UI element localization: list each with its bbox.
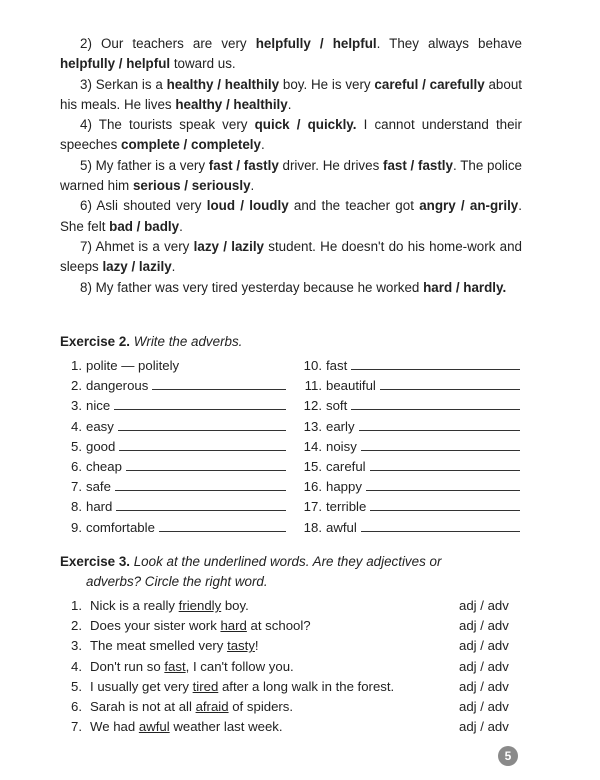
answer-blank-line[interactable] — [126, 457, 286, 471]
item-number: 17. — [303, 499, 322, 515]
item-number: 1. — [71, 358, 82, 373]
answer-choice: angry / an-grily — [419, 198, 519, 214]
item-number: 1. — [71, 598, 82, 613]
item-number: 4. — [71, 658, 82, 674]
answer-blank-line[interactable] — [370, 457, 520, 471]
sentence-text: We had — [90, 719, 139, 735]
exercise-3-item — [60, 636, 522, 656]
item-number: 16. — [303, 479, 322, 495]
sentence-text: . — [287, 96, 292, 112]
sentence-text: driver. He drives — [278, 157, 383, 173]
underlined-word: awful — [138, 719, 170, 735]
exercise-3-item — [60, 677, 522, 697]
item-word: dangerous — [86, 378, 149, 394]
answer-choice: fast / fastly — [383, 157, 453, 173]
item-number: 5. — [71, 678, 82, 694]
adverb-item — [60, 477, 286, 497]
adverb-item — [60, 356, 286, 376]
item-word: beautiful — [326, 378, 376, 394]
exercise-3-item — [60, 616, 522, 636]
underlined-word: tasty — [227, 638, 255, 654]
adverb-item — [300, 437, 520, 457]
adverb-item — [300, 417, 520, 437]
item-word: good — [86, 438, 116, 454]
answer-blank-line[interactable] — [380, 376, 520, 390]
exercise-1-sentence — [60, 75, 522, 116]
exercise-1-sentence — [60, 156, 522, 197]
answer-blank-line[interactable] — [366, 477, 520, 491]
item-number: 2. — [71, 378, 82, 394]
sentence-text: 8) My father was very tired yesterday because he worked — [80, 279, 424, 295]
answer-choice: lazy / lazily — [102, 259, 172, 275]
answer-choice: helpfully / helpful — [255, 36, 377, 51]
sentence-text: ! — [254, 638, 259, 654]
adverb-item — [300, 477, 520, 497]
item-number: 12. — [303, 398, 322, 414]
item-word: hard — [86, 499, 113, 515]
item-number: 4. — [71, 418, 82, 434]
sentence-text: . She felt — [60, 198, 522, 234]
item-number: 3. — [71, 638, 82, 654]
sentence-text: student. He doesn't do his home-work and sleeps — [60, 238, 522, 275]
answer-choice: complete / completely — [121, 137, 261, 153]
exercise-3-title: Exercise 3. — [60, 554, 130, 569]
item-number: 5. — [71, 438, 82, 454]
item-word: fast — [326, 358, 348, 373]
item-number: 10. — [303, 358, 322, 373]
item-word: careful — [326, 458, 366, 474]
adverb-item — [60, 497, 286, 517]
exercise-1-sentence — [60, 237, 522, 278]
answer-choice: bad / badly — [109, 218, 180, 234]
item-number: 8. — [71, 499, 82, 515]
adverb-item — [300, 518, 520, 538]
adj-adv-choice[interactable]: adj / adv — [459, 658, 509, 674]
exercise-2-heading — [60, 332, 242, 352]
sentence-text: Sarah is not at all — [90, 698, 196, 714]
adj-adv-choice[interactable]: adj / adv — [459, 598, 509, 613]
item-word: polite — politely — [86, 358, 180, 373]
sentence-text: . — [250, 178, 255, 194]
sentence-text: 3) Serkan is a — [80, 76, 167, 92]
exercise-1-sentences — [60, 34, 522, 298]
exercise-3-instruction-line2: adverbs? Circle the right word. — [86, 574, 268, 589]
underlined-word: friendly — [178, 598, 222, 613]
adverb-item — [60, 437, 286, 457]
answer-choice: quick / quickly. — [254, 117, 357, 133]
exercise-1-sentence — [60, 34, 522, 75]
sentence-text: . — [260, 137, 265, 153]
sentence-text: . — [179, 218, 183, 234]
sentence-text: about his meals. He lives — [60, 76, 522, 112]
answer-choice: lazy / lazily — [193, 238, 264, 254]
item-number: 6. — [71, 698, 82, 714]
exercise-3-item — [60, 697, 522, 717]
sentence-text: . — [171, 259, 176, 275]
exercise-2-left-column — [60, 356, 286, 538]
sentence-text: at school? — [246, 618, 311, 634]
sentence-text: . They always behave — [376, 36, 522, 51]
sentence-text: after a long walk in the forest. — [218, 678, 395, 694]
adj-adv-choice[interactable]: adj / adv — [459, 719, 509, 735]
item-number: 3. — [71, 398, 82, 414]
sentence-text: and the teacher got — [288, 198, 420, 214]
exercise-2-instruction: Write the adverbs. — [133, 334, 243, 349]
item-word: happy — [326, 479, 362, 495]
exercise-1-sentence — [60, 115, 522, 156]
item-number: 9. — [71, 519, 82, 535]
sentence-text: Don't run so — [90, 658, 165, 674]
item-number: 11. — [304, 378, 322, 394]
adj-adv-choice[interactable]: adj / adv — [459, 618, 509, 634]
item-word: early — [326, 418, 355, 434]
adj-adv-choice[interactable]: adj / adv — [459, 678, 509, 694]
answer-choice: fast / fastly — [208, 157, 279, 173]
sentence-text: weather last week. — [169, 719, 283, 735]
adj-adv-choice[interactable]: adj / adv — [459, 698, 509, 714]
item-word: noisy — [326, 438, 357, 454]
adverb-item — [60, 417, 286, 437]
answer-blank-line[interactable] — [119, 437, 286, 451]
underlined-word: hard — [220, 618, 247, 634]
exercise-1-sentence — [60, 196, 522, 237]
exercise-3-list — [60, 596, 522, 737]
answer-choice: healthy / healthily — [175, 96, 288, 112]
item-number: 6. — [71, 458, 82, 474]
answer-blank-line[interactable] — [115, 477, 286, 491]
exercise-3-item — [60, 657, 522, 677]
answer-choice: careful / carefully — [374, 76, 485, 92]
page-number-badge: 5 — [498, 746, 518, 766]
item-word: soft — [326, 398, 348, 414]
underlined-word: tired — [192, 678, 219, 694]
answer-blank-line[interactable] — [361, 518, 520, 532]
exercise-2-right-column — [300, 356, 520, 538]
answer-blank-line[interactable] — [159, 518, 286, 532]
adverb-item — [300, 376, 520, 396]
exercise-3-item — [60, 596, 522, 616]
sentence-text: Nick is a really — [90, 598, 179, 613]
adverb-item — [60, 396, 286, 416]
adverb-item — [300, 457, 520, 477]
answer-blank-line[interactable] — [152, 376, 286, 390]
sentence-text: boy. — [221, 598, 249, 613]
adverb-item — [60, 376, 286, 396]
sentence-text: Does your sister work — [90, 618, 221, 634]
item-number: 18. — [303, 519, 322, 535]
item-number: 2. — [71, 618, 82, 634]
answer-blank-line[interactable] — [370, 497, 520, 511]
answer-blank-line[interactable] — [351, 396, 520, 410]
item-word: awful — [326, 519, 357, 535]
answer-choice: loud / loudly — [206, 198, 289, 214]
exercise-3-heading — [60, 552, 522, 592]
item-number: 14. — [303, 438, 322, 454]
sentence-text: 2) Our teachers are very — [80, 36, 256, 51]
sentence-text: toward us. — [170, 56, 236, 72]
item-word: comfortable — [86, 519, 155, 535]
exercise-3-instruction-line1: Look at the underlined words. Are they adjectives or — [133, 554, 442, 569]
sentence-text: I usually get very — [90, 678, 193, 694]
sentence-text: 7) Ahmet is a very — [80, 238, 194, 254]
exercise-1-sentence — [60, 278, 522, 298]
item-word: nice — [86, 398, 111, 414]
exercise-3-item — [60, 717, 522, 737]
adverb-item — [60, 457, 286, 477]
adj-adv-choice[interactable]: adj / adv — [459, 638, 509, 654]
item-number: 15. — [303, 458, 322, 474]
answer-choice: serious / seriously — [132, 178, 251, 194]
sentence-text: 5) My father is a very — [80, 157, 209, 173]
answer-blank-line[interactable] — [361, 437, 520, 451]
exercise-2-title: Exercise 2. — [60, 334, 130, 349]
item-number: 7. — [71, 719, 82, 735]
answer-blank-line[interactable] — [351, 356, 520, 370]
sentence-text: of spiders. — [228, 698, 294, 714]
item-number: 13. — [303, 418, 322, 434]
answer-choice: healthy / healthily — [166, 76, 280, 92]
adverb-item — [60, 518, 286, 538]
sentence-text: I cannot understand their speeches — [60, 117, 522, 153]
answer-choice: helpfully / helpful — [60, 56, 171, 72]
sentence-text: . The police warned him — [60, 157, 522, 194]
item-word: terrible — [326, 499, 367, 515]
answer-blank-line[interactable] — [114, 396, 286, 410]
adverb-item — [300, 396, 520, 416]
adverb-item — [300, 497, 520, 517]
answer-blank-line[interactable] — [118, 417, 286, 431]
sentence-text: , I can't follow you. — [185, 658, 294, 674]
answer-blank-line[interactable] — [116, 497, 286, 511]
underlined-word: afraid — [195, 698, 229, 714]
sentence-text: 6) Asli shouted very — [80, 198, 207, 214]
item-number: 7. — [71, 479, 82, 495]
sentence-text: boy. He is very — [279, 76, 375, 92]
answer-choice: hard / hardly. — [423, 279, 507, 295]
answer-blank-line[interactable] — [359, 417, 520, 431]
underlined-word: fast — [164, 658, 186, 674]
item-word: easy — [86, 418, 114, 434]
item-word: safe — [86, 479, 111, 495]
adverb-item — [300, 356, 520, 376]
item-word: cheap — [86, 458, 122, 474]
sentence-text: The meat smelled very — [90, 638, 228, 654]
sentence-text: 4) The tourists speak very — [80, 117, 255, 133]
